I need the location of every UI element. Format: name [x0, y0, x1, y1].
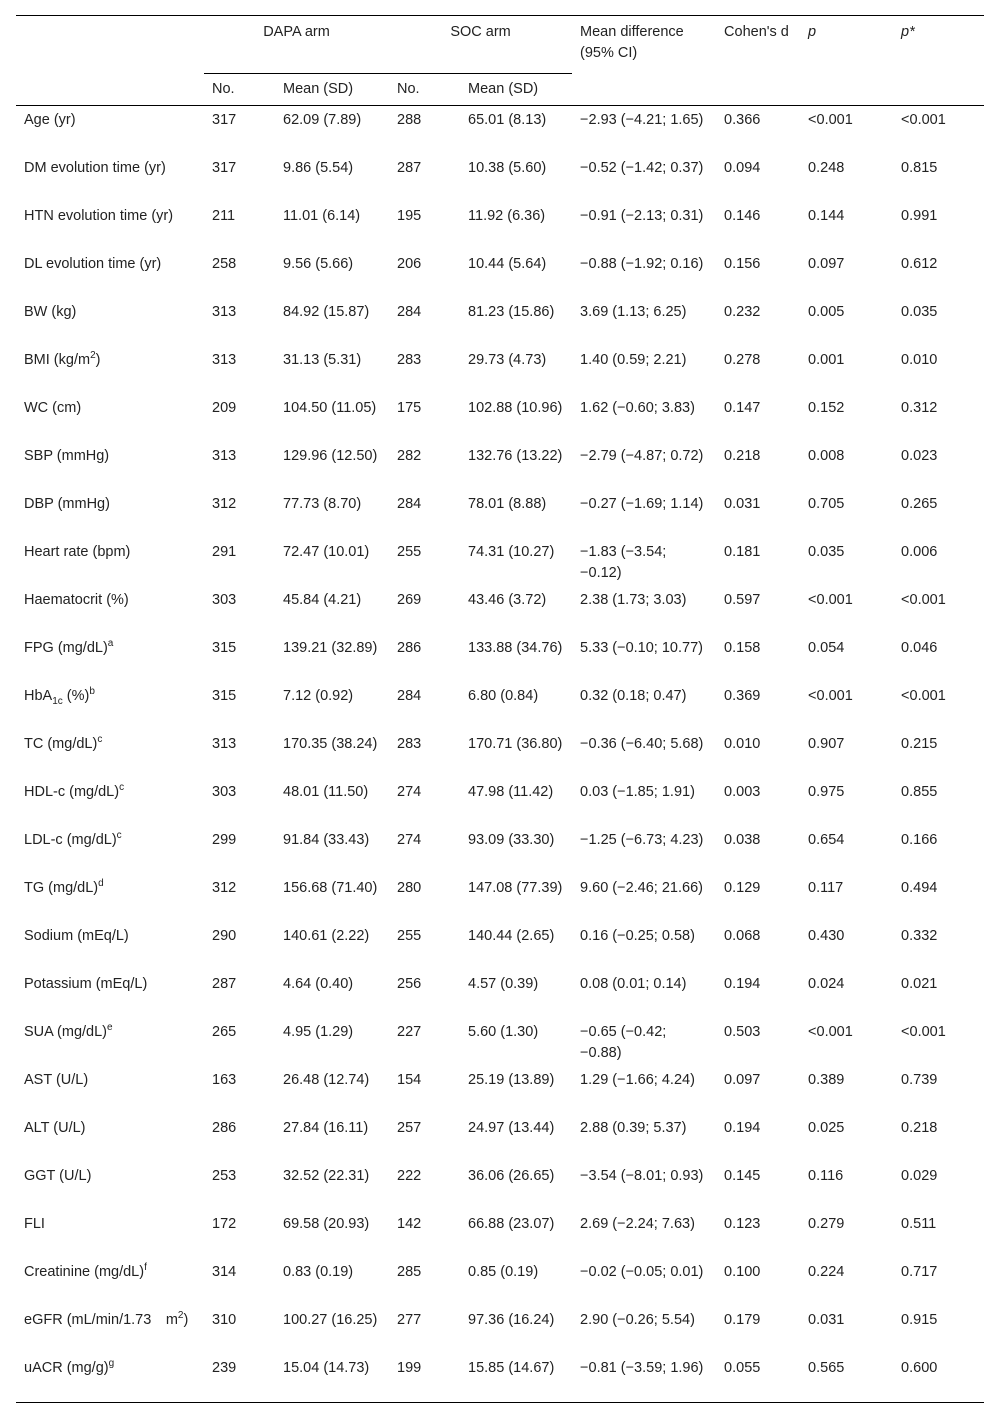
p-star-cell: 0.029: [901, 1168, 938, 1184]
p-value-cell: 0.279: [808, 1216, 845, 1232]
mean-difference-cell: 9.60 (−2.46; 21.66): [580, 880, 703, 896]
table-row: [16, 250, 984, 298]
cohens-d-cell: 0.097: [724, 1072, 761, 1088]
dapa-mean-cell: 104.50 (11.05): [283, 400, 377, 416]
soc-no-cell: 284: [397, 688, 422, 704]
p-star-cell: 0.511: [901, 1216, 937, 1232]
dapa-no-cell: 303: [212, 784, 237, 800]
table-row: [16, 490, 984, 538]
cohens-d-cell: 0.156: [724, 256, 761, 272]
table-row: [16, 346, 984, 394]
soc-no-cell: 195: [397, 208, 422, 224]
mean-difference-cell: −2.79 (−4.87; 0.72): [580, 448, 704, 464]
dapa-mean-cell: 26.48 (12.74): [283, 1072, 370, 1088]
mean-difference-cell: 0.16 (−0.25; 0.58): [580, 928, 695, 944]
soc-mean-cell: 5.60 (1.30): [468, 1024, 539, 1040]
mean-difference-cell: 5.33 (−0.10; 10.77): [580, 640, 703, 656]
cohens-d-cell: 0.194: [724, 976, 761, 992]
row-label: HbA$_{1c}$ (%)$^b$: [24, 686, 95, 707]
p-star-cell: 0.166: [901, 832, 938, 848]
p-value-cell: 0.031: [808, 1312, 845, 1328]
cohens-d-cell: 0.194: [724, 1120, 761, 1136]
cohens-d-cell: 0.003: [724, 784, 761, 800]
dapa-mean-cell: 4.64 (0.40): [283, 976, 354, 992]
cohens-d-cell: 0.147: [724, 400, 761, 416]
header-dapa-arm: DAPA arm: [204, 16, 389, 74]
p-star-cell: 0.332: [901, 928, 938, 944]
soc-mean-cell: 36.06 (26.65): [468, 1168, 555, 1184]
soc-no-cell: 287: [397, 160, 422, 176]
soc-mean-cell: 47.98 (11.42): [468, 784, 554, 800]
soc-mean-cell: 140.44 (2.65): [468, 928, 555, 944]
dapa-mean-cell: 91.84 (33.43): [283, 832, 370, 848]
cohens-d-cell: 0.094: [724, 160, 761, 176]
soc-no-cell: 175: [397, 400, 422, 416]
p-value-cell: 0.116: [808, 1168, 844, 1184]
soc-mean-cell: 170.71 (36.80): [468, 736, 563, 752]
dapa-mean-cell: 84.92 (15.87): [283, 304, 370, 320]
dapa-mean-cell: 32.52 (22.31): [283, 1168, 370, 1184]
dapa-mean-cell: 77.73 (8.70): [283, 496, 362, 512]
p-value-cell: 0.654: [808, 832, 845, 848]
p-value-cell: 0.907: [808, 736, 845, 752]
row-label: eGFR (mL/min/1.73 $m^2$): [24, 1310, 189, 1328]
soc-mean-cell: 102.88 (10.96): [468, 400, 563, 416]
table-row: [16, 538, 984, 586]
dapa-no-cell: 313: [212, 352, 237, 368]
mean-difference-cell: −0.36 (−6.40; 5.68): [580, 736, 704, 752]
soc-mean-cell: 11.92 (6.36): [468, 208, 546, 224]
dapa-no-cell: 172: [212, 1216, 237, 1232]
dapa-no-cell: 313: [212, 304, 237, 320]
dapa-no-cell: 315: [212, 640, 237, 656]
row-label: TG $(mg/dL)^d$: [24, 878, 104, 896]
dapa-mean-cell: 170.35 (38.24): [283, 736, 378, 752]
mean-difference-cell: −2.93 (−4.21; 1.65): [580, 112, 704, 128]
dapa-mean-cell: 9.56 (5.66): [283, 256, 354, 272]
table-row: [16, 1162, 984, 1210]
p-value-cell: 0.430: [808, 928, 845, 944]
p-star-cell: 0.010: [901, 352, 938, 368]
table-row: [16, 106, 984, 155]
soc-mean-cell: 24.97 (13.44): [468, 1120, 555, 1136]
cohens-d-cell: 0.366: [724, 112, 761, 128]
table-row: [16, 778, 984, 826]
row-label: WC (cm): [24, 400, 82, 416]
p-star-cell: <0.001: [901, 112, 946, 128]
dapa-mean-cell: 11.01 (6.14): [283, 208, 361, 224]
cohens-d-cell: 0.123: [724, 1216, 761, 1232]
soc-no-cell: 269: [397, 592, 422, 608]
dapa-no-cell: 265: [212, 1024, 237, 1040]
p-star-cell: <0.001: [901, 1024, 946, 1040]
p-star-cell: 0.046: [901, 640, 938, 656]
dapa-no-cell: 312: [212, 880, 237, 896]
p-star-cell: 0.739: [901, 1072, 938, 1088]
row-label: HDL-c $(mg/dL)^c$: [24, 782, 125, 800]
row-label: GGT (U/L): [24, 1168, 92, 1184]
p-value-cell: 0.389: [808, 1072, 845, 1088]
mean-difference-cell: −0.27 (−1.69; 1.14): [580, 496, 704, 512]
p-value-cell: <0.001: [808, 112, 853, 128]
table-row: [16, 970, 984, 1018]
p-value-cell: 0.025: [808, 1120, 845, 1136]
row-label: ALT (U/L): [24, 1120, 86, 1136]
soc-no-cell: 284: [397, 496, 422, 512]
soc-mean-cell: 147.08 (77.39): [468, 880, 563, 896]
dapa-mean-cell: 7.12 (0.92): [283, 688, 354, 704]
row-label: SBP (mmHg): [24, 448, 110, 464]
dapa-mean-cell: 45.84 (4.21): [283, 592, 362, 608]
p-value-cell: 0.224: [808, 1264, 845, 1280]
p-star-cell: 0.815: [901, 160, 938, 176]
header-dapa-mean: Mean (SD): [283, 81, 354, 97]
row-label: FPG $(mg/dL)^a$: [24, 638, 114, 656]
soc-mean-cell: 10.44 (5.64): [468, 256, 547, 272]
p-star-cell: 0.717: [901, 1264, 938, 1280]
header-row-1: [16, 16, 984, 74]
cohens-d-cell: 0.031: [724, 496, 761, 512]
dapa-no-cell: 312: [212, 496, 237, 512]
soc-no-cell: 255: [397, 544, 422, 560]
row-label: Haematocrit (%): [24, 592, 129, 608]
dapa-mean-cell: 4.95 (1.29): [283, 1024, 354, 1040]
soc-no-cell: 285: [397, 1264, 422, 1280]
soc-mean-cell: 78.01 (8.88): [468, 496, 547, 512]
cohens-d-cell: 0.010: [724, 736, 761, 752]
dapa-no-cell: 317: [212, 112, 237, 128]
mean-difference-cell: −0.52 (−1.42; 0.37): [580, 160, 704, 176]
header-p-star: p*: [901, 24, 915, 40]
dapa-no-cell: 299: [212, 832, 237, 848]
p-star-cell: 0.600: [901, 1360, 938, 1376]
dapa-mean-cell: 72.47 (10.01): [283, 544, 370, 560]
mean-difference-cell: 0.08 (0.01; 0.14): [580, 976, 687, 992]
table-row: [16, 730, 984, 778]
soc-mean-cell: 43.46 (3.72): [468, 592, 547, 608]
p-value-cell: 0.117: [808, 880, 844, 896]
soc-no-cell: 154: [397, 1072, 422, 1088]
dapa-no-cell: 239: [212, 1360, 237, 1376]
p-star-cell: 0.218: [901, 1120, 938, 1136]
dapa-no-cell: 310: [212, 1312, 237, 1328]
mean-difference-cell: −3.54 (−8.01; 0.93): [580, 1168, 704, 1184]
soc-no-cell: 274: [397, 832, 422, 848]
soc-no-cell: 255: [397, 928, 422, 944]
soc-mean-cell: 66.88 (23.07): [468, 1216, 555, 1232]
soc-no-cell: 222: [397, 1168, 422, 1184]
p-value-cell: 0.248: [808, 160, 845, 176]
p-value-cell: 0.975: [808, 784, 845, 800]
dapa-no-cell: 314: [212, 1264, 237, 1280]
dapa-no-cell: 313: [212, 448, 237, 464]
mean-difference-cell: 0.32 (0.18; 0.47): [580, 688, 687, 704]
p-star-cell: 0.312: [901, 400, 938, 416]
soc-no-cell: 277: [397, 1312, 422, 1328]
mean-difference-cell: 3.69 (1.13; 6.25): [580, 304, 687, 320]
p-value-cell: 0.565: [808, 1360, 845, 1376]
mean-difference-cell: −1.25 (−6.73; 4.23): [580, 832, 704, 848]
soc-no-cell: 256: [397, 976, 422, 992]
table-row: [16, 202, 984, 250]
mean-difference-cell: −0.02 (−0.05; 0.01): [580, 1264, 704, 1280]
cohens-d-cell: 0.369: [724, 688, 761, 704]
table-row: [16, 1210, 984, 1258]
soc-no-cell: 280: [397, 880, 422, 896]
p-star-cell: 0.915: [901, 1312, 938, 1328]
table-row: [16, 682, 984, 730]
dapa-mean-cell: 129.96 (12.50): [283, 448, 378, 464]
soc-mean-cell: 25.19 (13.89): [468, 1072, 555, 1088]
soc-no-cell: 288: [397, 112, 422, 128]
soc-no-cell: 274: [397, 784, 422, 800]
soc-no-cell: 142: [397, 1216, 422, 1232]
soc-mean-cell: 4.57 (0.39): [468, 976, 539, 992]
dapa-mean-cell: 9.86 (5.54): [283, 160, 354, 176]
table-row: [16, 154, 984, 202]
soc-mean-cell: 81.23 (15.86): [468, 304, 555, 320]
cohens-d-cell: 0.146: [724, 208, 761, 224]
cohens-d-cell: 0.278: [724, 352, 761, 368]
baseline-characteristics-table: [16, 15, 984, 1403]
row-label: BW (kg): [24, 304, 77, 320]
soc-no-cell: 257: [397, 1120, 422, 1136]
dapa-mean-cell: 100.27 (16.25): [283, 1312, 378, 1328]
row-label: HTN evolution time (yr): [24, 208, 174, 224]
header-soc-no: No.: [397, 81, 420, 97]
mean-difference-cell: −0.81 (−3.59; 1.96): [580, 1360, 704, 1376]
cohens-d-cell: 0.218: [724, 448, 761, 464]
row-label: DBP (mmHg): [24, 496, 110, 512]
table-row: [16, 874, 984, 922]
row-label: Heart rate (bpm): [24, 544, 131, 560]
cohens-d-cell: 0.055: [724, 1360, 761, 1376]
cohens-d-cell: 0.503: [724, 1024, 761, 1040]
table-row: [16, 1114, 984, 1162]
p-star-cell: 0.612: [901, 256, 938, 272]
dapa-no-cell: 258: [212, 256, 237, 272]
soc-no-cell: 282: [397, 448, 422, 464]
dapa-no-cell: 315: [212, 688, 237, 704]
cohens-d-cell: 0.100: [724, 1264, 761, 1280]
row-label: DM evolution time (yr): [24, 160, 166, 176]
soc-no-cell: 206: [397, 256, 422, 272]
soc-mean-cell: 133.88 (34.76): [468, 640, 563, 656]
table-row: [16, 1066, 984, 1114]
mean-difference-cell: 1.29 (−1.66; 4.24): [580, 1072, 695, 1088]
cohens-d-cell: 0.158: [724, 640, 761, 656]
dapa-no-cell: 313: [212, 736, 237, 752]
mean-difference-cell: −0.65 (−0.42; −0.88): [580, 1024, 667, 1061]
dapa-mean-cell: 15.04 (14.73): [283, 1360, 370, 1376]
p-value-cell: 0.144: [808, 208, 845, 224]
p-star-cell: 0.494: [901, 880, 938, 896]
row-label: SUA $(mg/dL)^e$: [24, 1022, 113, 1040]
soc-no-cell: 199: [397, 1360, 422, 1376]
row-label: Potassium (mEq/L): [24, 976, 148, 992]
soc-mean-cell: 29.73 (4.73): [468, 352, 547, 368]
table-row: [16, 1018, 984, 1066]
dapa-mean-cell: 48.01 (11.50): [283, 784, 369, 800]
mean-difference-cell: 1.62 (−0.60; 3.83): [580, 400, 695, 416]
header-p: p: [808, 24, 817, 40]
mean-difference-cell: −1.83 (−3.54; −0.12): [580, 544, 667, 581]
dapa-no-cell: 211: [212, 208, 236, 224]
soc-mean-cell: 93.09 (33.30): [468, 832, 555, 848]
cohens-d-cell: 0.038: [724, 832, 761, 848]
p-value-cell: 0.024: [808, 976, 845, 992]
mean-difference-cell: 2.69 (−2.24; 7.63): [580, 1216, 695, 1232]
dapa-mean-cell: 156.68 (71.40): [283, 880, 378, 896]
row-label: Age (yr): [24, 112, 76, 128]
dapa-mean-cell: 69.58 (20.93): [283, 1216, 370, 1232]
row-label: TC $(mg/dL)^c$: [24, 734, 103, 752]
soc-mean-cell: 10.38 (5.60): [468, 160, 547, 176]
mean-difference-cell: 2.88 (0.39; 5.37): [580, 1120, 687, 1136]
dapa-mean-cell: 140.61 (2.22): [283, 928, 370, 944]
table-row: [16, 442, 984, 490]
table-row: [16, 394, 984, 442]
soc-mean-cell: 0.85 (0.19): [468, 1264, 539, 1280]
soc-no-cell: 227: [397, 1024, 422, 1040]
p-value-cell: 0.005: [808, 304, 845, 320]
table-row: [16, 826, 984, 874]
cohens-d-cell: 0.145: [724, 1168, 761, 1184]
dapa-no-cell: 253: [212, 1168, 237, 1184]
p-star-cell: 0.021: [901, 976, 938, 992]
p-value-cell: 0.008: [808, 448, 845, 464]
mean-difference-cell: −0.88 (−1.92; 0.16): [580, 256, 704, 272]
header-soc-mean: Mean (SD): [468, 81, 539, 97]
row-label: Creatinine $(mg/dL)^f$: [24, 1262, 147, 1280]
dapa-no-cell: 209: [212, 400, 237, 416]
row-label: LDL-c $(mg/dL)^c$: [24, 830, 122, 848]
table-row: [16, 298, 984, 346]
dapa-mean-cell: 27.84 (16.11): [283, 1120, 369, 1136]
row-label: DL evolution time (yr): [24, 256, 162, 272]
row-label: AST (U/L): [24, 1072, 89, 1088]
header-empty: [16, 16, 204, 74]
p-value-cell: <0.001: [808, 1024, 853, 1040]
soc-no-cell: 284: [397, 304, 422, 320]
p-value-cell: 0.705: [808, 496, 845, 512]
dapa-mean-cell: 139.21 (32.89): [283, 640, 378, 656]
dapa-no-cell: 291: [212, 544, 237, 560]
p-star-cell: 0.855: [901, 784, 938, 800]
p-value-cell: <0.001: [808, 592, 853, 608]
soc-mean-cell: 15.85 (14.67): [468, 1360, 555, 1376]
dapa-mean-cell: 62.09 (7.89): [283, 112, 362, 128]
p-value-cell: 0.035: [808, 544, 845, 560]
table-row: [16, 586, 984, 634]
dapa-no-cell: 290: [212, 928, 237, 944]
soc-mean-cell: 65.01 (8.13): [468, 112, 547, 128]
p-value-cell: 0.054: [808, 640, 845, 656]
header-empty-2: [16, 74, 204, 106]
dapa-no-cell: 303: [212, 592, 237, 608]
mean-difference-cell: 2.38 (1.73; 3.03): [580, 592, 687, 608]
table-row: [16, 634, 984, 682]
table-row: [16, 922, 984, 970]
mean-difference-cell: −0.91 (−2.13; 0.31): [580, 208, 704, 224]
soc-no-cell: 286: [397, 640, 422, 656]
mean-difference-cell: 1.40 (0.59; 2.21): [580, 352, 687, 368]
dapa-no-cell: 317: [212, 160, 237, 176]
cohens-d-cell: 0.597: [724, 592, 761, 608]
dapa-no-cell: 287: [212, 976, 237, 992]
header-mean-difference: Mean difference (95% CI): [580, 24, 684, 61]
p-value-cell: 0.001: [808, 352, 845, 368]
table-row: [16, 1258, 984, 1306]
p-star-cell: 0.035: [901, 304, 938, 320]
mean-difference-cell: 2.90 (−0.26; 5.54): [580, 1312, 695, 1328]
mean-difference-cell: 0.03 (−1.85; 1.91): [580, 784, 695, 800]
p-star-cell: 0.215: [901, 736, 938, 752]
p-value-cell: 0.097: [808, 256, 845, 272]
p-value-cell: 0.152: [808, 400, 845, 416]
p-star-cell: 0.991: [901, 208, 938, 224]
row-label: Sodium (mEq/L): [24, 928, 129, 944]
row-label: BMI $(kg/m^2)$: [24, 350, 101, 368]
header-dapa-no: No.: [212, 81, 235, 97]
row-label: uACR $(mg/g)^g$: [24, 1358, 115, 1376]
soc-no-cell: 283: [397, 352, 422, 368]
cohens-d-cell: 0.068: [724, 928, 761, 944]
p-value-cell: <0.001: [808, 688, 853, 704]
p-star-cell: 0.023: [901, 448, 938, 464]
p-star-cell: 0.265: [901, 496, 938, 512]
dapa-no-cell: 163: [212, 1072, 237, 1088]
soc-mean-cell: 6.80 (0.84): [468, 688, 539, 704]
cohens-d-cell: 0.129: [724, 880, 761, 896]
soc-mean-cell: 97.36 (16.24): [468, 1312, 555, 1328]
cohens-d-cell: 0.181: [724, 544, 761, 560]
soc-no-cell: 283: [397, 736, 422, 752]
header-soc-arm: SOC arm: [389, 16, 572, 74]
p-star-cell: <0.001: [901, 688, 946, 704]
dapa-no-cell: 286: [212, 1120, 237, 1136]
cohens-d-cell: 0.232: [724, 304, 761, 320]
p-star-cell: 0.006: [901, 544, 938, 560]
table-row: [16, 1354, 984, 1403]
table-body: [16, 106, 984, 1403]
dapa-mean-cell: 0.83 (0.19): [283, 1264, 354, 1280]
cohens-d-cell: 0.179: [724, 1312, 761, 1328]
soc-mean-cell: 132.76 (13.22): [468, 448, 563, 464]
p-star-cell: <0.001: [901, 592, 946, 608]
table-row: [16, 1306, 984, 1354]
dapa-mean-cell: 31.13 (5.31): [283, 352, 362, 368]
row-label: FLI: [24, 1216, 45, 1232]
soc-mean-cell: 74.31 (10.27): [468, 544, 555, 560]
header-cohens-d: Cohen's d: [724, 24, 789, 40]
